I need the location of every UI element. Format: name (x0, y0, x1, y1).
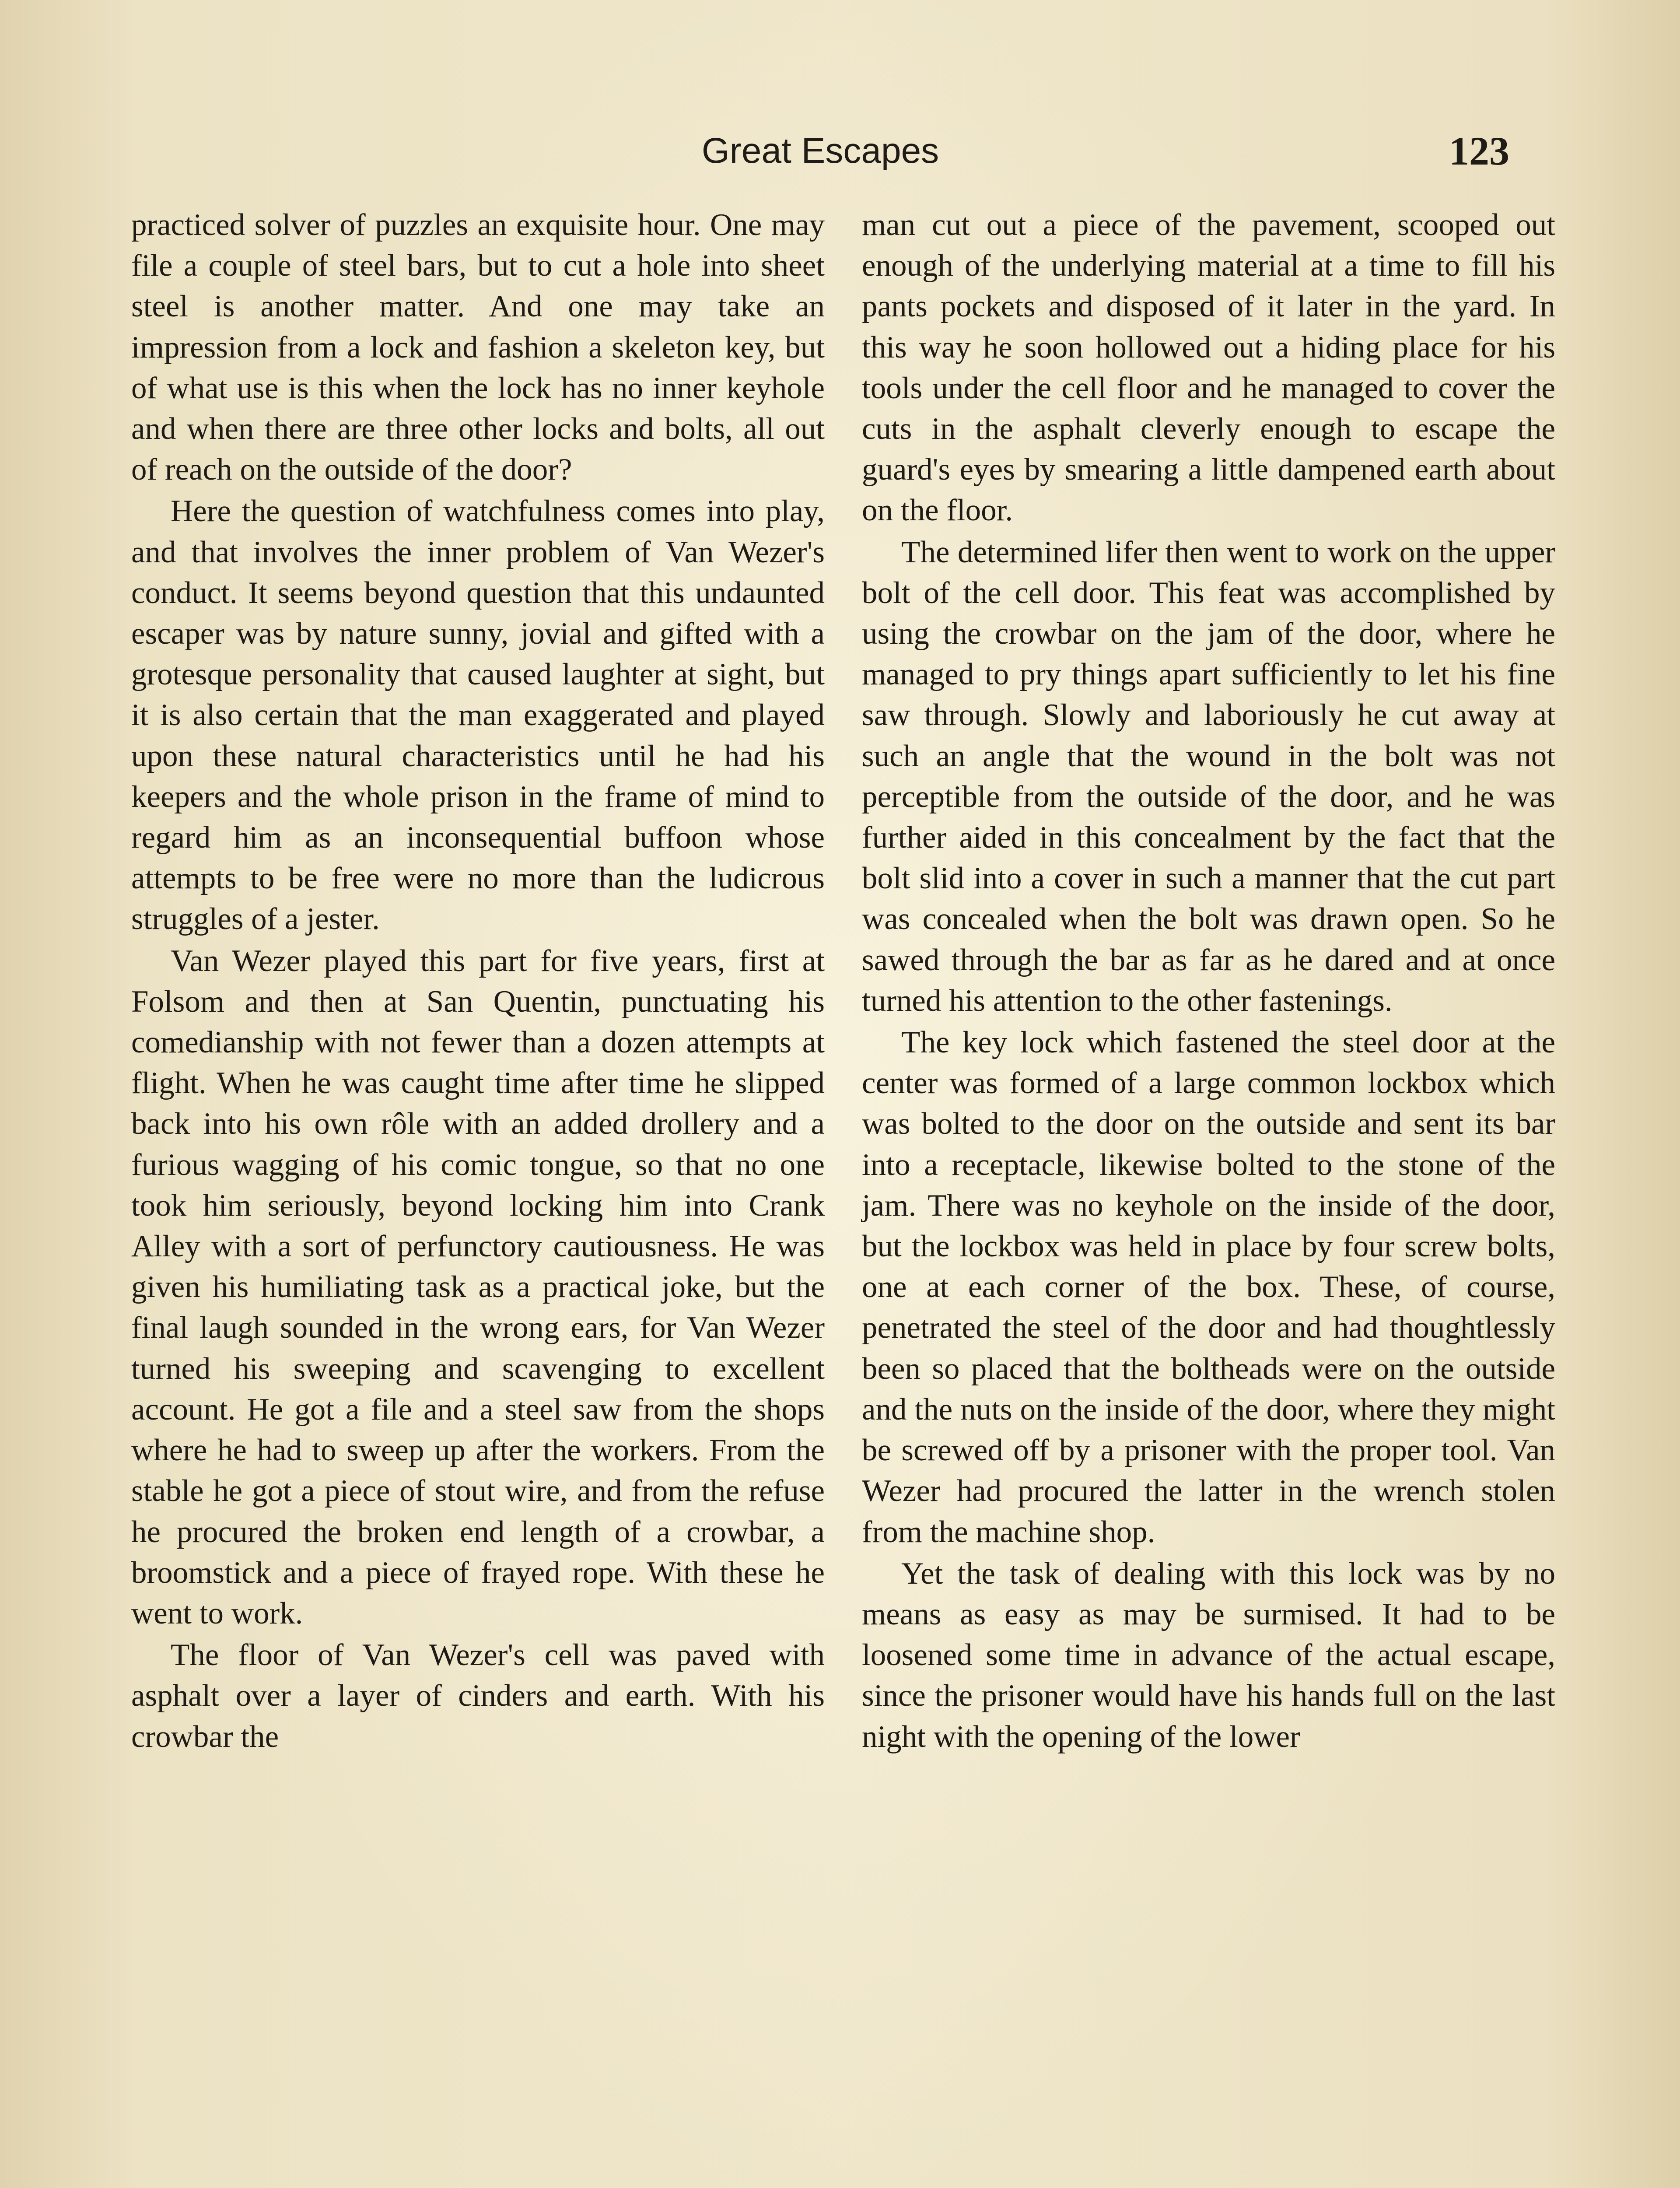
paragraph: Yet the task of dealing with this lock was by no means as easy as may be surmised. It had to be loosened some time in advance of the actual escape, since the prisoner would have his hands full on the last night with the opening of the lower (862, 1556, 1555, 1754)
paragraph: practiced solver of puzzles an exquisite hour. One may file a couple of steel bars, but to cut a hole into sheet steel is another matter. And one may take an impression from a lock and fashion a skeleton key, but of what use is this when the lock has no inner keyhole and when there are three other locks and bolts, all out of reach on the outside of the door? (131, 208, 825, 487)
paragraph: man cut out a piece of the pavement, scooped out enough of the underlying material at a time to fill his pants pockets and disposed of it later in the yard. In this way he soon hollowed out a hiding place for his tools under the cell floor and he managed to cover the cuts in the asphalt cleverly enough to escape the guard's eyes by smearing a little dampened earth about on the floor. (862, 208, 1555, 528)
running-title: Great Escapes (701, 131, 939, 171)
page-number: 123 (1449, 129, 1509, 173)
paragraph: Here the question of watchfulness comes into play, and that involves the inner problem of Van Wezer's conduct. It seems beyond question that this undaunted escaper was by nature sunny, jovial and gifted with a grotesque personality that caused laughter at sight, but it is also certain that the man exaggerated and played upon these natural characteristics until he had his keepers and the whole prison in the frame of mind to regard him as an inconsequential buffoon whose attempts to be free were no more than the ludicrous struggles of a jester. (131, 494, 825, 936)
running-header (131, 127, 1509, 184)
paragraph: Van Wezer played this part for five years, first at Folsom and then at San Quentin, punctuating his comedianship with not fewer than a dozen attempts at flight. When he was caught time after time he slipped back into his own rôle with an added drollery and a furious wagging of his comic tongue, so that no one took him seriously, beyond locking him into Crank Alley with a sort of perfunctory cautiousness. He was given his humiliating task as a practical joke, but the final laugh sounded in the wrong ears, for Van Wezer turned his sweeping and scavenging to excellent account. He got a file and a steel saw from the shops where he had to sweep up after the workers. From the stable he got a piece of stout wire, and from the refuse he procured the broken end length of a crowbar, a broomstick and a piece of frayed rope. With these he went to work. (131, 943, 825, 1630)
paragraph: The key lock which fastened the steel door at the center was formed of a large common lockbox which was bolted to the door on the outside and sent its bar into a receptacle, likewise bolted to the stone of the jam. There was no keyhole on the inside of the door, but the lockbox was held in place by four screw bolts, one at each corner of the box. These, of course, penetrated the steel of the door and had thoughtlessly been so placed that the boltheads were on the outside and the nuts on the inside of the door, where they might be screwed off by a prisoner with the proper tool. Van Wezer had procured the latter in the wrench stolen from the machine shop. (862, 1025, 1555, 1549)
left-column (131, 205, 825, 1757)
paragraph: The determined lifer then went to work on the upper bolt of the cell door. This feat was accomplished by using the crowbar on the jam of the door, where he managed to pry things apart sufficiently to let his fine saw through. Slowly and laboriously he cut away at such an angle that the wound in the bolt was not perceptible from the outside of the door, and he was further aided in this concealment by the fact that the bolt slid into a cover in such a manner that the cut part was concealed when the bolt was drawn open. So he sawed through the bar as far as he dared and at once turned his attention to the other fastenings. (862, 535, 1555, 1018)
paragraph: The floor of Van Wezer's cell was paved with asphalt over a layer of cinders and earth. With his crowbar the (131, 1638, 825, 1754)
right-column (862, 205, 1555, 1757)
